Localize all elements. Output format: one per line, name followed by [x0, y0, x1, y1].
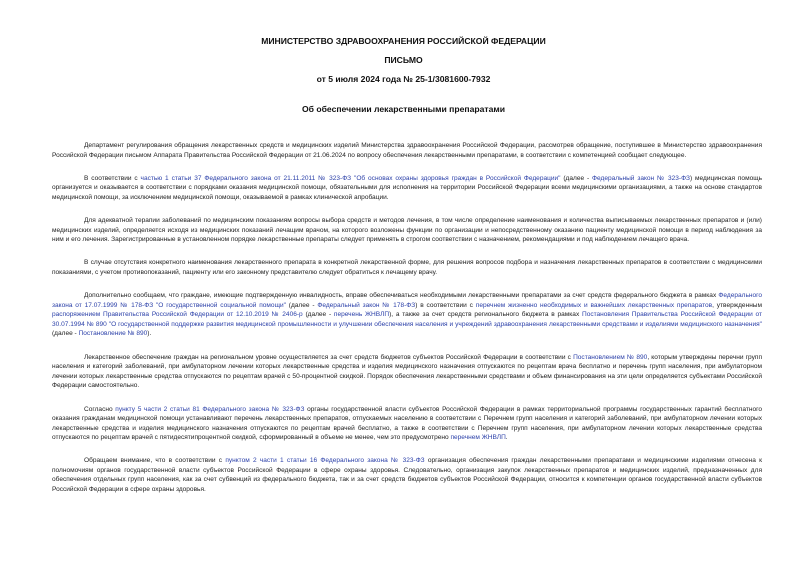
- paragraph-text: Лекарственное обеспечение граждан на региональном уровне осуществляется за счет средств бюджетов субъектов Российской Федерации в соответствии с: [84, 353, 574, 361]
- ministry-heading: МИНИСТЕРСТВО ЗДРАВООХРАНЕНИЯ РОССИЙСКОЙ ФЕДЕРАЦИИ: [261, 36, 546, 46]
- paragraph-text: органы государственной власти субъектов Российской Федерации в рамках территориальной программы государственных гарантий бесплатного оказания гражданам медицинской помощи устанавливают перечень лекарственных препаратов, отпускаемых населению в соответствии с Перечнем групп населения и категорий заболеваний, при амбулаторном лечении которых лекарственные средства и изделия медицинского назначения отпускаются по рецептам врачей бесплатно, а также в соответствии с Перечнем групп населения, при амбулаторном лечении которых лекарственные средства отпускаются по рецептам врачей с пятидесятипроцентной скидкой, сформированный в объеме не менее, чем это предусмотрено: [52, 405, 762, 442]
- link-article-37-law-323[interactable]: частью 1 статьи 37 Федерального закона от 21.11.2011 № 323-ФЗ "Об основах охраны здоровья граждан в Российской Федерации": [140, 174, 561, 182]
- paragraph-text: (далее -: [285, 301, 318, 309]
- paragraph-7: [52, 405, 762, 443]
- paragraph-text: , которым утверждены перечни групп населения и категорий заболеваний, при амбулаторном лечении которых лекарственные средства и изделия медицинского назначения отпускаются по рецептам врача бесплатно и перечень групп населения, при амбулаторном лечении которых лекарственные средства отпускаются по рецептам врачей с 50-процентной скидкой. Порядок обеспечения лекарственными средствами и объем финансирования на эти цели определяется субъектами Российской Федерации самостоятельно.: [52, 353, 762, 390]
- paragraph-text: (далее -: [52, 330, 79, 338]
- link-resolution-890[interactable]: Постановлением № 890: [573, 353, 648, 361]
- link-article-81-law-323[interactable]: пункту 5 части 2 статьи 81 Федерального закона № 323-ФЗ: [115, 405, 305, 413]
- paragraph-6: [52, 353, 762, 391]
- link-resolution-890[interactable]: Постановления Правительства Российской Федерации от 30.07.1994 № 890 "О государственной поддержке развития медицинской промышленности и улучшении обеспечения населения и учреждений здравоохранения лекарственными средствами и изделиями медицинского назначения": [52, 311, 762, 328]
- link-law-178[interactable]: Федерального закона от 17.07.1999 № 178-ФЗ "О государственной социальной помощи": [52, 292, 762, 309]
- link-zhnvlp-list[interactable]: перечень ЖНВЛП: [333, 311, 390, 319]
- link-order-2406[interactable]: распоряжением Правительства Российской Федерации от 12.10.2019 № 2406-р: [52, 311, 303, 319]
- document-date-number: от 5 июля 2024 года № 25-1/3081600-7932: [316, 74, 491, 84]
- paragraph-text: (далее -: [560, 174, 593, 182]
- paragraph-text: , утвержденным: [712, 301, 763, 309]
- link-law-323[interactable]: Федеральный закон № 323-ФЗ: [592, 174, 690, 182]
- paragraph-text: ) медицинская помощь организуется и оказывается в соответствии с порядками оказания медицинской помощи, обязательными для исполнения на территории Российской Федерации всеми медицинскими организациями, а также на основе стандартов медицинской помощи, за исключением медицинской помощи, оказываемой в рамках клинической апробации.: [52, 174, 763, 201]
- paragraph-text: В случае отсутствия конкретного наименования лекарственного препарата в конкретной лекарственной форме, для решения вопросов подбора и назначения лекарственных препаратов в соответствии с медицинскими показаниями, с учетом противопоказаний, пациенту или его законному представителю следует обратиться к лечащему врачу.: [52, 259, 762, 276]
- paragraph-8: [52, 456, 762, 494]
- paragraph-text: Департамент регулирования обращения лекарственных средств и медицинских изделий Министерства здравоохранения Российской Федерации, рассмотрев обращение, поступившее в Министерство здравоохранения Российской Федерации письмом Аппарата Правительства Российской Федерации от 21.06.2024 по вопросу обеспечения лекарственными препаратами, в соответствии с компетенцией сообщает следующее.: [52, 142, 762, 159]
- paragraph-text: Обращаем внимание, что в соответствии с: [84, 457, 226, 465]
- paragraph-text: организация обеспечения граждан лекарственными препаратами и медицинскими изделиями отнесена к полномочиям органов государственной власти субъектов Российской Федерации в сфере охраны здоровья. Следовательно, организация закупок лекарственных препаратов и медицинских изделий, предназначенных для обеспечения отдельных групп населения, как за счет субвенций из федерального бюджета, так и за счет средств бюджетов субъектов Российской Федерации, относится к компетенции органов государственной власти субъектов Российской Федерации в сфере охраны здоровья.: [52, 457, 762, 494]
- paragraph-1: [52, 141, 762, 160]
- paragraph-2: [52, 174, 762, 203]
- paragraph-text: .: [505, 434, 508, 442]
- document-type: ПИСЬМО: [384, 55, 423, 65]
- paragraph-text: ), а также за счет средств регионального бюджета в рамках: [389, 311, 582, 319]
- paragraph-3: [52, 216, 762, 245]
- document-body: [52, 141, 762, 508]
- paragraph-4: [52, 258, 762, 277]
- paragraph-text: ).: [147, 330, 152, 338]
- paragraph-5: [52, 291, 762, 339]
- paragraph-text: Дополнительно сообщаем, что граждане, имеющие подтвержденную инвалидность, вправе обеспечиваться необходимыми лекарственными препаратами за счет средств федерального бюджета в рамках: [84, 292, 719, 300]
- link-law-178-short[interactable]: Федеральный закон № 178-ФЗ: [317, 301, 416, 309]
- document-subject: Об обеспечении лекарственными препаратами: [301, 104, 506, 114]
- link-vital-drugs-list[interactable]: перечнем жизненно необходимых и важнейших лекарственных препаратов: [475, 301, 713, 309]
- paragraph-text: В соответствии с: [84, 174, 141, 182]
- paragraph-text: Для адекватной терапии заболеваний по медицинским показаниям вопросы выбора средств и методов лечения, в том числе определение наименования и количества выписываемых лекарственных препаратов и (или) медицинских изделий, определяется исходя из медицинских показаний лечащим врачом, на которого возложены функции по организации и непосредственному оказанию пациенту медицинской помощи в период наблюдения за ним и его лечения. Зарегистрированные в установленном порядке лекарственные препараты следует применять в строгом соответствии с назначением, рекомендациями и под наблюдением лечащего врача.: [52, 217, 762, 244]
- paragraph-text: (далее -: [302, 311, 334, 319]
- link-resolution-890-short[interactable]: Постановление № 890: [78, 330, 148, 338]
- paragraph-text: Согласно: [84, 405, 116, 413]
- paragraph-text: ) в соответствии с: [415, 301, 476, 309]
- link-article-16-law-323[interactable]: пунктом 2 части 1 статьи 16 Федерального закона № 323-ФЗ: [225, 457, 425, 465]
- link-zhnvlp-list[interactable]: перечнем ЖНВЛП: [450, 434, 506, 442]
